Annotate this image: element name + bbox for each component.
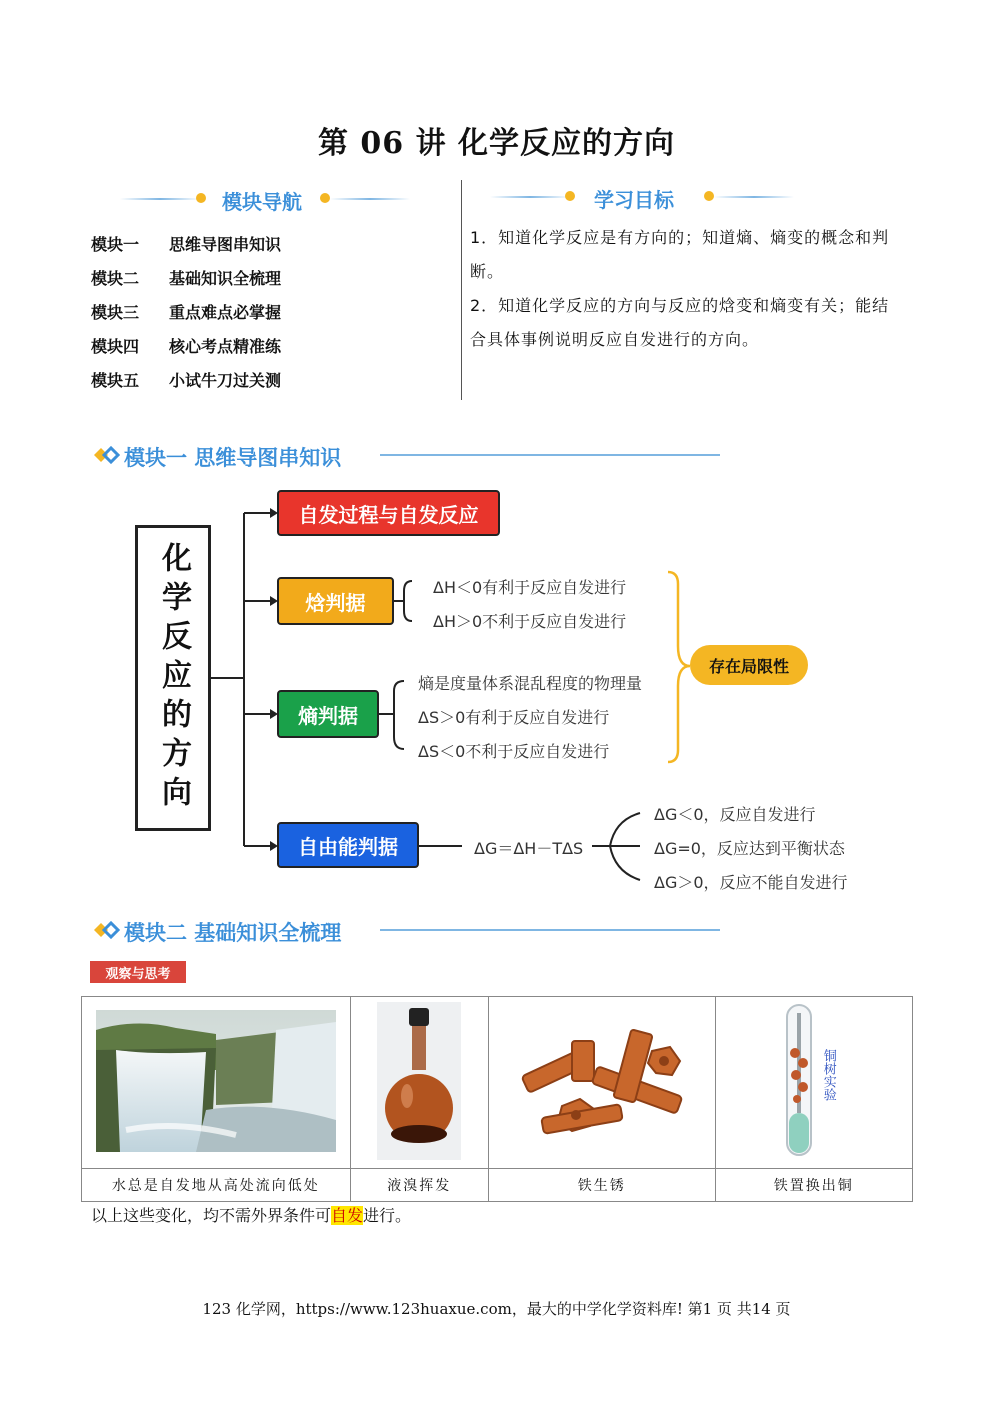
nav-heading-line-left xyxy=(120,198,200,200)
rust-cell xyxy=(488,997,715,1169)
bromine-flask-image xyxy=(377,1002,461,1160)
waterfall-image xyxy=(96,1010,336,1152)
free-energy-item-1: ΔG＜0，反应自发进行 xyxy=(654,805,816,824)
free-energy-item-3: ΔG＞0，反应不能自发进行 xyxy=(654,873,848,892)
caption-copper: 铁置换出铜 xyxy=(715,1169,912,1202)
bromine-cell xyxy=(350,997,488,1169)
observe-think-badge: 观察与思考 xyxy=(90,961,186,983)
goal-item-1: 1．知道化学反应是有方向的；知道熵、熵变的概念和判断。 xyxy=(470,228,890,281)
branch-spontaneous-process: 自发过程与自发反应 xyxy=(277,490,500,536)
branch-entropy-criterion: 熵判据 xyxy=(277,690,379,738)
enthalpy-item-2: ΔH＞0不利于反应自发进行 xyxy=(433,612,627,631)
conclusion-text: 以上这些变化，均不需外界条件可自发进行。 xyxy=(91,1206,412,1225)
copper-cell xyxy=(715,997,912,1169)
goal-item-2: 2．知道化学反应的方向与反应的焓变和熵变有关；能结合具体事例说明反应自发进行的方向。 xyxy=(470,296,890,349)
nav-item-module-5[interactable]: 模块五 小试牛刀过关测 xyxy=(91,371,282,390)
limitation-pill: 存在局限性 xyxy=(690,645,808,685)
module2-heading-icon xyxy=(92,920,120,944)
page-footer: 123 化学网，https://www.123huaxue.com，最大的中学化学资料库! 第1 页 共14 页 xyxy=(202,1300,791,1318)
goals-heading-dot-right xyxy=(704,191,714,201)
nav-item-module-1[interactable]: 模块一 思维导图串知识 xyxy=(91,235,282,254)
waterfall-cell xyxy=(82,997,351,1169)
copper-tree-test-tube-image xyxy=(779,1003,819,1163)
entropy-item-2: ΔS＞0有利于反应自发进行 xyxy=(418,708,610,727)
module1-heading: 模块一 思维导图串知识 xyxy=(124,446,342,470)
nav-item-module-4[interactable]: 模块四 核心考点精准练 xyxy=(91,337,282,356)
goals-heading-line-right xyxy=(714,196,794,198)
nav-heading-line-right xyxy=(330,198,410,200)
nav-heading-dot-left xyxy=(196,193,206,203)
highlight-spontaneous: 自发 xyxy=(331,1206,364,1225)
branch-enthalpy-criterion: 焓判据 xyxy=(277,577,394,625)
caption-bromine: 液溴挥发 xyxy=(350,1169,488,1202)
goals-heading: 学习目标 xyxy=(594,188,674,212)
nav-item-module-3[interactable]: 模块三 重点难点必掌握 xyxy=(91,303,282,322)
entropy-item-1: 熵是度量体系混乱程度的物理量 xyxy=(418,674,643,693)
entropy-item-3: ΔS＜0不利于反应自发进行 xyxy=(418,742,610,761)
module1-heading-line xyxy=(380,454,720,456)
column-divider xyxy=(461,180,462,400)
caption-rust: 铁生锈 xyxy=(488,1169,715,1202)
module2-heading-line xyxy=(380,929,720,931)
copper-tree-label: 铜树实验 xyxy=(820,1048,836,1101)
enthalpy-item-1: ΔH＜0有利于反应自发进行 xyxy=(433,578,627,597)
nav-heading: 模块导航 xyxy=(222,190,302,214)
free-energy-item-2: ΔG=0，反应达到平衡状态 xyxy=(654,839,845,858)
module2-heading: 模块二 基础知识全梳理 xyxy=(124,921,342,945)
module1-heading-icon xyxy=(92,445,120,469)
nav-item-module-2[interactable]: 模块二 基础知识全梳理 xyxy=(91,269,282,288)
nav-heading-dot-right xyxy=(320,193,330,203)
caption-waterfall: 水总是自发地从高处流向低处 xyxy=(82,1169,351,1202)
goals-heading-line-left xyxy=(490,196,570,198)
branch-free-energy-criterion: 自由能判据 xyxy=(277,822,419,868)
goals-heading-dot-left xyxy=(565,191,575,201)
page-title: 第 06 讲 化学反应的方向 xyxy=(317,126,676,161)
rusty-bolts-image xyxy=(502,1011,702,1151)
free-energy-formula: ΔG＝ΔH－TΔS xyxy=(474,839,584,858)
observation-table xyxy=(81,996,913,1202)
mind-map-root: 化学反应的方向 xyxy=(135,525,211,831)
